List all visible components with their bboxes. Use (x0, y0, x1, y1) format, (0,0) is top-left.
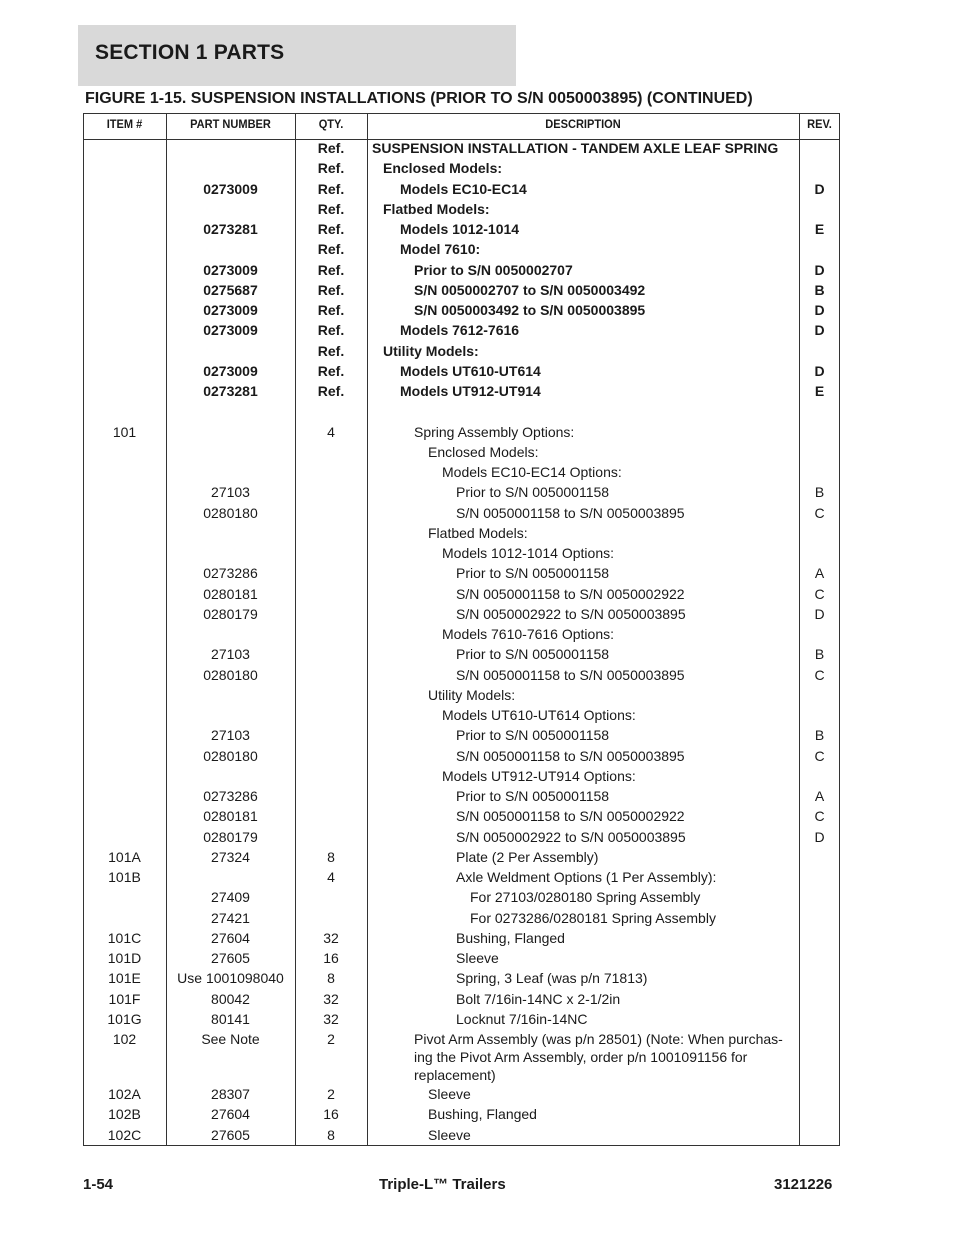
table-row (83, 585, 840, 603)
table-row (83, 909, 840, 927)
part-number: See Note (201, 1031, 260, 1047)
table-row (83, 787, 840, 805)
table-row (83, 1085, 840, 1103)
description: Prior to S/N 0050001158 (456, 727, 610, 744)
description: S/N 0050001158 to S/N 0050003895 (456, 747, 685, 764)
header-description: DESCRIPTION (545, 117, 621, 131)
description: Sleeve (428, 1086, 471, 1102)
quantity: 2 (327, 1086, 335, 1102)
revision: E (814, 383, 825, 399)
description: Prior to S/N 0050001158 (456, 484, 610, 501)
item-number: 101A (108, 848, 141, 865)
description: Pivot Arm Assembly (was p/n 28501) (Note: When purchas-ing the Pivot Arm Assembly, order p/n 1001091156 for replacement) (414, 1031, 783, 1083)
table-row (83, 645, 840, 663)
item-number: 101G (107, 1010, 142, 1027)
description: S/N 0050001158 to S/N 0050002922 (456, 808, 685, 825)
part-number: 0280180 (203, 504, 258, 521)
part-number: 0273286 (203, 565, 258, 582)
description: Models 1012-1014 Options: (442, 545, 614, 561)
quantity: Ref. (317, 281, 345, 298)
table-row (83, 1126, 840, 1144)
quantity: 32 (323, 929, 339, 946)
description: Prior to S/N 0050001158 (456, 565, 610, 582)
revision: B (814, 281, 825, 298)
item-number: 101D (107, 950, 142, 966)
description: Utility Models: (428, 686, 516, 703)
part-number: 27409 (211, 889, 250, 906)
table-row (83, 443, 840, 461)
item-number: 102C (107, 1126, 142, 1143)
table-row (83, 747, 840, 765)
description: Bushing, Flanged (456, 929, 565, 946)
revision: C (814, 808, 825, 825)
table-row (83, 929, 840, 947)
quantity: Ref. (317, 241, 345, 258)
description: Models 7612-7616 (400, 322, 520, 339)
part-number: 27604 (211, 929, 250, 946)
description: Prior to S/N 0050001158 (456, 788, 610, 804)
table-row (83, 828, 840, 846)
quantity: Ref. (317, 160, 345, 177)
table-row (83, 949, 840, 967)
description: Enclosed Models: (383, 160, 503, 177)
table-row (83, 281, 840, 299)
table-row (83, 605, 840, 623)
revision: D (814, 828, 825, 845)
page-number: 1-54 (83, 1176, 114, 1193)
part-number: 27324 (211, 848, 250, 865)
item-number: 102B (108, 1106, 141, 1123)
quantity: 16 (323, 950, 339, 966)
table-row (83, 767, 840, 785)
part-number: 0280181 (203, 808, 258, 825)
revision: D (814, 362, 825, 379)
part-number: 0273009 (203, 362, 258, 379)
header-part-number: PART NUMBER (190, 117, 271, 131)
description: Models UT912-UT914 (400, 383, 541, 399)
revision: B (814, 484, 825, 501)
description: Axle Weldment Options (1 Per Assembly): (456, 869, 717, 885)
table-row (83, 423, 840, 441)
part-number: 0273286 (203, 788, 258, 804)
table-row (83, 969, 840, 987)
table-row (83, 848, 840, 866)
table-row (83, 220, 840, 238)
table-row (83, 402, 840, 420)
quantity: 32 (323, 1010, 339, 1027)
quantity: 2 (327, 1031, 335, 1047)
description: Models UT610-UT614 Options: (442, 707, 636, 723)
description: Prior to S/N 0050002707 (414, 261, 573, 278)
part-number: 0273281 (203, 383, 258, 399)
quantity: Ref. (317, 362, 345, 379)
quantity: 4 (327, 423, 335, 440)
quantity: 8 (327, 1126, 335, 1143)
part-number: 28307 (211, 1086, 250, 1102)
part-number: 80141 (211, 1010, 250, 1027)
part-number: 0280181 (203, 585, 258, 602)
quantity: Ref. (317, 200, 345, 217)
description: Models EC10-EC14 Options: (442, 464, 622, 480)
description: Spring, 3 Leaf (was p/n 71813) (456, 970, 648, 987)
table-row (83, 807, 840, 825)
document-number: 3121226 (774, 1176, 833, 1193)
quantity: 32 (323, 990, 339, 1007)
table-row (83, 261, 840, 279)
table-row (83, 888, 840, 906)
revision: D (814, 322, 825, 339)
description: Enclosed Models: (428, 443, 539, 460)
part-number: 0280179 (203, 605, 258, 622)
table-row (83, 139, 840, 157)
revision: C (814, 747, 825, 764)
part-number: 0273281 (203, 221, 258, 237)
table-row (83, 362, 840, 380)
part-number: 0280180 (203, 747, 258, 764)
description: Sleeve (428, 1126, 471, 1143)
item-number: 102A (108, 1086, 141, 1102)
description: S/N 0050002922 to S/N 0050003895 (456, 828, 686, 845)
description: Models UT912-UT914 Options: (442, 767, 636, 784)
description: S/N 0050001158 to S/N 0050003895 (456, 666, 685, 683)
revision: C (814, 504, 825, 521)
revision: B (814, 646, 825, 663)
revision: D (814, 302, 825, 318)
table-row (83, 159, 840, 177)
header-rev: REV. (807, 117, 832, 131)
description: For 27103/0280180 Spring Assembly (470, 889, 701, 906)
description: For 0273286/0280181 Spring Assembly (470, 909, 716, 926)
part-number: 0273009 (203, 322, 258, 339)
description: SUSPENSION INSTALLATION - TANDEM AXLE LEAF SPRING (372, 140, 779, 156)
part-number: 27103 (211, 646, 250, 663)
item-number: 101B (108, 869, 141, 885)
footer-title: Triple-L™ Trailers (379, 1176, 506, 1193)
quantity: Ref. (317, 221, 345, 237)
revision: C (814, 666, 825, 683)
part-number: 27103 (211, 484, 250, 501)
revision: A (814, 788, 825, 804)
part-number: 0273009 (203, 302, 258, 318)
quantity: 16 (323, 1106, 339, 1123)
quantity: 8 (327, 970, 335, 987)
quantity: 4 (327, 869, 335, 885)
table-row (83, 483, 840, 501)
item-number: 101 (112, 423, 137, 440)
table-row (83, 463, 840, 481)
table-row (83, 990, 840, 1008)
table-row (83, 1010, 840, 1028)
item-number: 101F (108, 990, 141, 1007)
part-number: Use 1001098040 (177, 970, 284, 987)
part-number: 0275687 (203, 281, 258, 298)
part-number: 0280179 (203, 828, 258, 845)
table-row (83, 240, 840, 258)
quantity: Ref. (317, 140, 345, 156)
part-number: 27421 (211, 909, 250, 926)
description: Utility Models: (383, 342, 479, 359)
description: Plate (2 Per Assembly) (456, 848, 599, 865)
table-row (83, 321, 840, 339)
description: S/N 0050001158 to S/N 0050002922 (456, 585, 685, 602)
part-number: 27103 (211, 727, 250, 744)
revision: A (814, 565, 825, 582)
quantity: 8 (327, 848, 335, 865)
description: Models EC10-EC14 (400, 180, 527, 197)
revision: D (814, 261, 825, 278)
quantity: Ref. (317, 261, 345, 278)
description: S/N 0050002922 to S/N 0050003895 (456, 605, 686, 622)
description: S/N 0050002707 to S/N 0050003492 (414, 281, 646, 298)
header-qty: QTY. (318, 117, 344, 131)
description: Flatbed Models: (428, 524, 528, 541)
quantity: Ref. (317, 383, 345, 399)
revision: C (814, 585, 825, 602)
description: Sleeve (456, 950, 499, 966)
quantity: Ref. (317, 180, 345, 197)
description: Spring Assembly Options: (414, 423, 575, 440)
part-number: 0280180 (203, 666, 258, 683)
revision: E (814, 221, 825, 237)
table-row (83, 1105, 840, 1123)
table-row (83, 726, 840, 744)
table-row (83, 686, 840, 704)
description: Bolt 7/16in-14NC x 2-1/2in (456, 990, 621, 1007)
header-item: ITEM # (106, 117, 143, 131)
table-row (83, 868, 840, 886)
quantity: Ref. (317, 322, 345, 339)
description: S/N 0050003492 to S/N 0050003895 (414, 302, 646, 318)
part-number: 0273009 (203, 180, 258, 197)
item-number: 101E (108, 970, 141, 987)
revision: D (814, 180, 825, 197)
description: Flatbed Models: (383, 200, 490, 217)
table-row (83, 706, 840, 724)
quantity: Ref. (317, 342, 345, 359)
table-row (83, 342, 840, 360)
table-row (83, 564, 840, 582)
description: Models 7610-7616 Options: (442, 626, 614, 642)
description: Locknut 7/16in-14NC (456, 1010, 588, 1027)
revision: D (814, 605, 825, 622)
table-row (83, 180, 840, 198)
section-title: SECTION 1 PARTS (95, 41, 285, 64)
quantity: Ref. (317, 302, 345, 318)
table-row (83, 666, 840, 684)
description: S/N 0050001158 to S/N 0050003895 (456, 504, 685, 521)
part-number: 27604 (211, 1106, 250, 1123)
table-row (83, 625, 840, 643)
part-number: 80042 (211, 990, 250, 1007)
figure-title: FIGURE 1-15. SUSPENSION INSTALLATIONS (PRIOR TO S/N 0050003895) (CONTINUED) (85, 90, 753, 107)
description: Models UT610-UT614 (400, 362, 541, 379)
part-number: 0273009 (203, 261, 258, 278)
table-row (83, 1030, 840, 1084)
table-row (83, 544, 840, 562)
table-row (83, 504, 840, 522)
description: Prior to S/N 0050001158 (456, 646, 610, 663)
description: Model 7610: (400, 241, 481, 258)
table-row (83, 200, 840, 218)
item-number: 102 (112, 1031, 137, 1047)
description: Models 1012-1014 (400, 221, 520, 237)
table-row (83, 524, 840, 542)
item-number: 101C (107, 929, 142, 946)
part-number: 27605 (211, 1126, 250, 1143)
description: Bushing, Flanged (428, 1106, 537, 1123)
revision: B (814, 727, 825, 744)
table-row (83, 301, 840, 319)
part-number: 27605 (211, 950, 250, 966)
table-row (83, 382, 840, 400)
